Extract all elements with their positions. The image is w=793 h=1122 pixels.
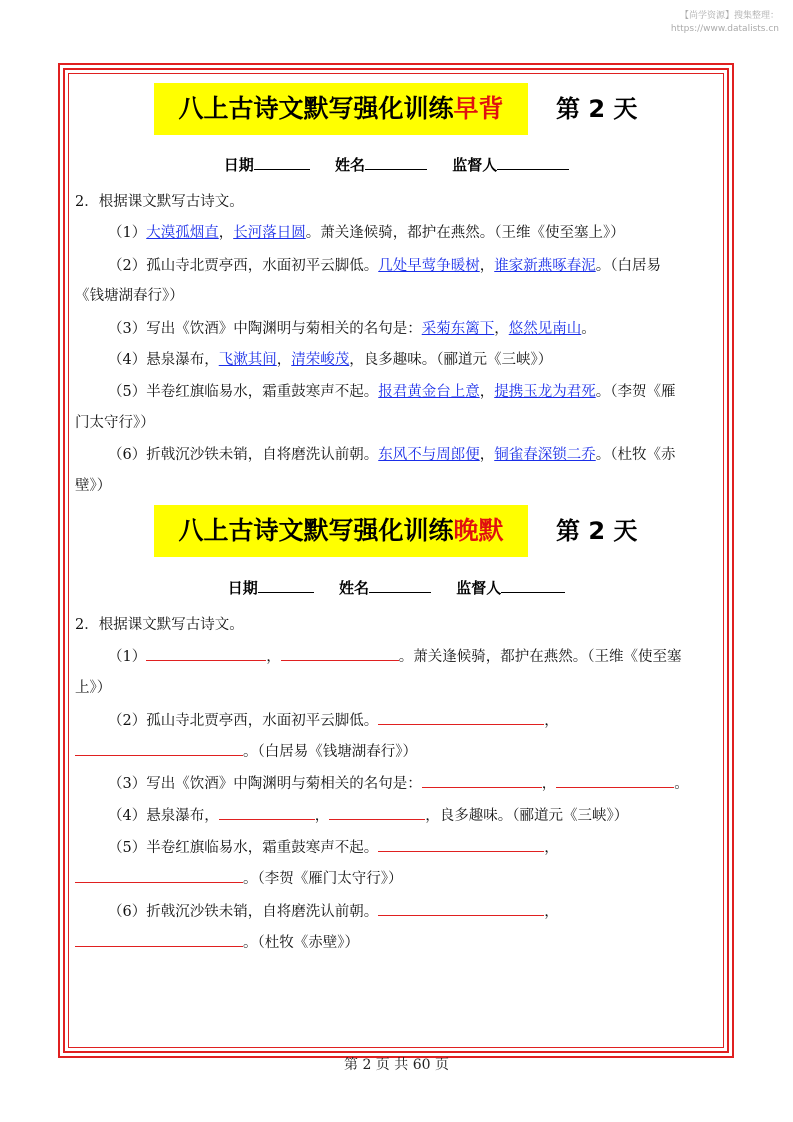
answer: 铜雀春深锁二乔 [494, 447, 596, 463]
evening-title-highlight: 晚默 [453, 516, 504, 545]
evening-q1-cont: 上》） [75, 680, 112, 696]
name-blank[interactable] [365, 155, 427, 170]
answer-blank[interactable] [378, 710, 544, 725]
evening-info-row [0, 577, 793, 598]
evening-q5: （5）半卷红旗临易水，霜重鼓寒声不起。 ， [108, 836, 559, 857]
date-blank[interactable] [254, 155, 310, 170]
answer-blank[interactable] [378, 901, 544, 916]
morning-q1: （1）大漠孤烟直，长河落日圆。萧关逢候骑，都护在燕然。（王维《使至塞上》） [108, 225, 625, 241]
morning-q3: （3）写出《饮酒》中陶渊明与菊相关的名句是：采菊东篱下，悠然见南山。 [108, 321, 596, 337]
morning-q6-cont: 壁》） [75, 478, 112, 494]
evening-q3: （3）写出《饮酒》中陶渊明与菊相关的名句是： ， 。 [108, 772, 689, 793]
evening-q6-cont: 。（杜牧《赤壁》） [75, 931, 359, 952]
date-blank[interactable] [258, 578, 314, 593]
answer: 几处早莺争暖树 [378, 258, 480, 274]
morning-day-label: 第 2 天 [556, 95, 638, 123]
answer: 清荣峻茂 [291, 352, 350, 368]
answer-blank[interactable] [378, 837, 544, 852]
answer-blank[interactable] [146, 646, 266, 661]
morning-q2: （2）孤山寺北贾亭西，水面初平云脚低。几处早莺争暖树，谁家新燕啄春泥。（白居易 [108, 258, 661, 274]
supervisor-label: 监督人 [452, 156, 498, 174]
name-label: 姓名 [338, 579, 369, 597]
answer-blank[interactable] [422, 773, 542, 788]
date-label: 日期 [227, 579, 258, 597]
evening-q2-cont: 。（白居易《钱塘湖春行》） [75, 740, 417, 761]
morning-title [154, 83, 528, 135]
evening-q6: （6）折戟沉沙铁未销，自将磨洗认前朝。 ， [108, 900, 559, 921]
evening-q2: （2）孤山寺北贾亭西，水面初平云脚低。 ， [108, 709, 559, 730]
answer: 采菊东篱下 [421, 321, 495, 337]
answer-blank[interactable] [556, 773, 674, 788]
evening-title-row [0, 505, 793, 557]
answer: 悠然见南山 [508, 321, 582, 337]
morning-q6: （6）折戟沉沙铁未销，自将磨洗认前朝。东风不与周郎便，铜雀春深锁二乔。（杜牧《赤 [108, 447, 676, 463]
answer: 东风不与周郎便 [378, 447, 480, 463]
page-number: 第 2 页 共 60 页 [344, 1057, 449, 1073]
answer-blank[interactable] [219, 805, 315, 820]
evening-title-main: 八上古诗文默写强化训练 [178, 516, 454, 545]
answer: 飞漱其间 [218, 352, 277, 368]
morning-heading: 2．根据课文默写古诗文。 [75, 194, 244, 210]
evening-day-label: 第 2 天 [556, 517, 638, 545]
morning-info-row [0, 154, 793, 175]
answer-blank[interactable] [329, 805, 425, 820]
supervisor-blank[interactable] [497, 155, 569, 170]
evening-q1: （1） ， 。萧关逢候骑，都护在燕然。（王维《使至塞 [108, 645, 681, 666]
answer-blank[interactable] [75, 741, 243, 756]
answer: 提携玉龙为君死 [494, 384, 596, 400]
date-label: 日期 [223, 156, 254, 174]
evening-title [154, 505, 528, 557]
morning-q5: （5）半卷红旗临易水，霜重鼓寒声不起。报君黄金台上意，提携玉龙为君死。（李贺《雁 [108, 384, 676, 400]
morning-title-main: 八上古诗文默写强化训练 [178, 94, 454, 123]
answer: 大漠孤烟直 [146, 225, 219, 241]
watermark-line-2: https://www.datalists.cn [670, 24, 779, 34]
supervisor-label: 监督人 [456, 579, 502, 597]
watermark [671, 10, 779, 36]
answer-blank[interactable] [75, 932, 243, 947]
watermark-line-1: 【尚学资源】搜集整理： [679, 11, 779, 21]
answer: 谁家新燕啄春泥 [494, 258, 596, 274]
morning-title-highlight: 早背 [453, 94, 504, 123]
answer-blank[interactable] [281, 646, 399, 661]
answer: 长河落日圆 [233, 225, 306, 241]
morning-title-row [0, 83, 793, 135]
morning-q2-cont: 《钱塘湖春行》） [75, 288, 184, 304]
evening-q4: （4）悬泉瀑布， ， ，良多趣味。（郦道元《三峡》） [108, 804, 628, 825]
evening-q5-cont: 。（李贺《雁门太守行》） [75, 867, 403, 888]
answer-blank[interactable] [75, 868, 243, 883]
supervisor-blank[interactable] [501, 578, 565, 593]
morning-q5-cont: 门太守行》） [75, 415, 155, 431]
name-label: 姓名 [334, 156, 365, 174]
evening-heading: 2．根据课文默写古诗文。 [75, 617, 244, 633]
name-blank[interactable] [369, 578, 431, 593]
answer: 报君黄金台上意 [378, 384, 480, 400]
morning-q4: （4）悬泉瀑布，飞漱其间，清荣峻茂，良多趣味。（郦道元《三峡》） [108, 352, 553, 368]
